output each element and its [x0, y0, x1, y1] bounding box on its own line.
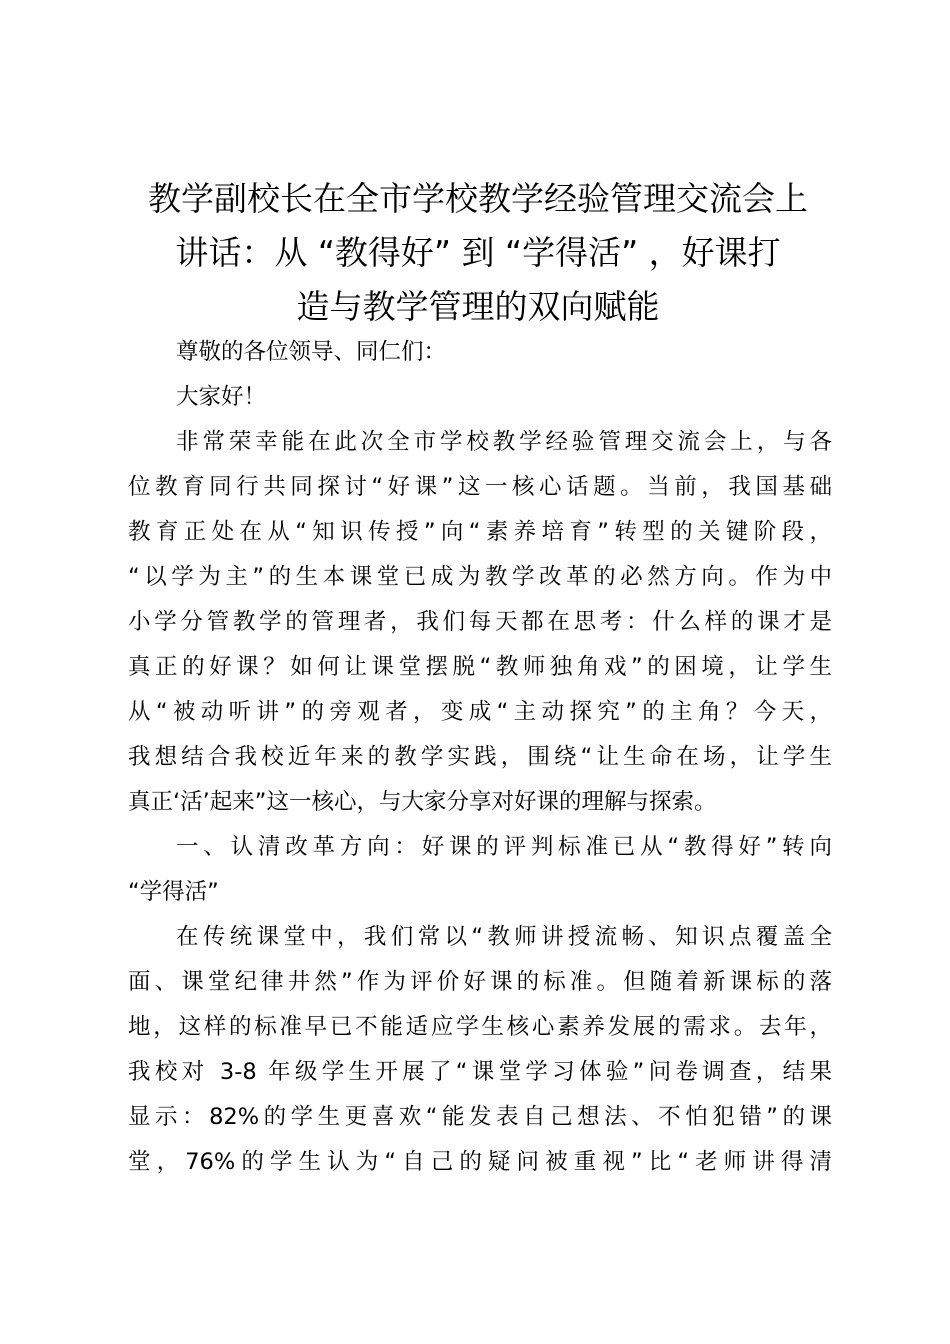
salutation: 尊敬的各位领导、同仁们：	[176, 339, 447, 365]
paragraph-line: 真正‘活’起来”这一核心，与大家分享对好课的理解与探索。	[128, 789, 717, 815]
section-heading-line: “学得活”	[128, 879, 219, 905]
document-title	[128, 172, 828, 334]
paragraph-line: 我校对 3-8 年级学生开展了“课堂学习体验”问卷调查，结果	[128, 1059, 832, 1085]
document-body	[128, 330, 832, 1185]
title-line: 造与教学管理的双向赋能	[296, 287, 660, 326]
section-heading-line: 一、认清改革方向：好课的评判标准已从“教得好”转向	[176, 834, 832, 860]
title-line: 讲话：从 “教得好” 到 “学得活” ，好课打	[175, 233, 781, 272]
paragraph-line: 非常荣幸能在此次全市学校教学经验管理交流会上，与各	[176, 429, 832, 455]
paragraph-line: “以学为主”的生本课堂已成为教学改革的必然方向。作为中	[128, 564, 832, 590]
paragraph-line: 显示：82%的学生更喜欢“能发表自己想法、不怕犯错”的课	[128, 1104, 832, 1130]
paragraph-line: 位教育同行共同探讨“好课”这一核心话题。当前，我国基础	[128, 474, 832, 500]
greeting: 大家好！	[176, 384, 267, 410]
paragraph-line: 我想结合我校近年来的教学实践，围绕“让生命在场，让学生	[128, 744, 832, 770]
paragraph-line: 地，这样的标准早已不能适应学生核心素养发展的需求。去年，	[128, 1014, 832, 1040]
paragraph-line: 堂，76%的学生认为“自己的疑问被重视”比“老师讲得清	[128, 1149, 832, 1175]
paragraph-line: 教育正处在从“知识传授”向“素养培育”转型的关键阶段，	[128, 519, 832, 545]
paragraph-line: 在传统课堂中，我们常以“教师讲授流畅、知识点覆盖全	[176, 924, 832, 950]
title-line: 教学副校长在全市学校教学经验管理交流会上	[148, 179, 808, 218]
paragraph-line: 面、课堂纪律井然”作为评价好课的标准。但随着新课标的落	[128, 969, 832, 995]
paragraph-line: 小学分管教学的管理者，我们每天都在思考：什么样的课才是	[128, 609, 832, 635]
paragraph-line: 真正的好课？如何让课堂摆脱“教师独角戏”的困境，让学生	[128, 654, 832, 680]
paragraph-line: 从“被动听讲”的旁观者，变成“主动探究”的主角？今天，	[128, 699, 832, 725]
